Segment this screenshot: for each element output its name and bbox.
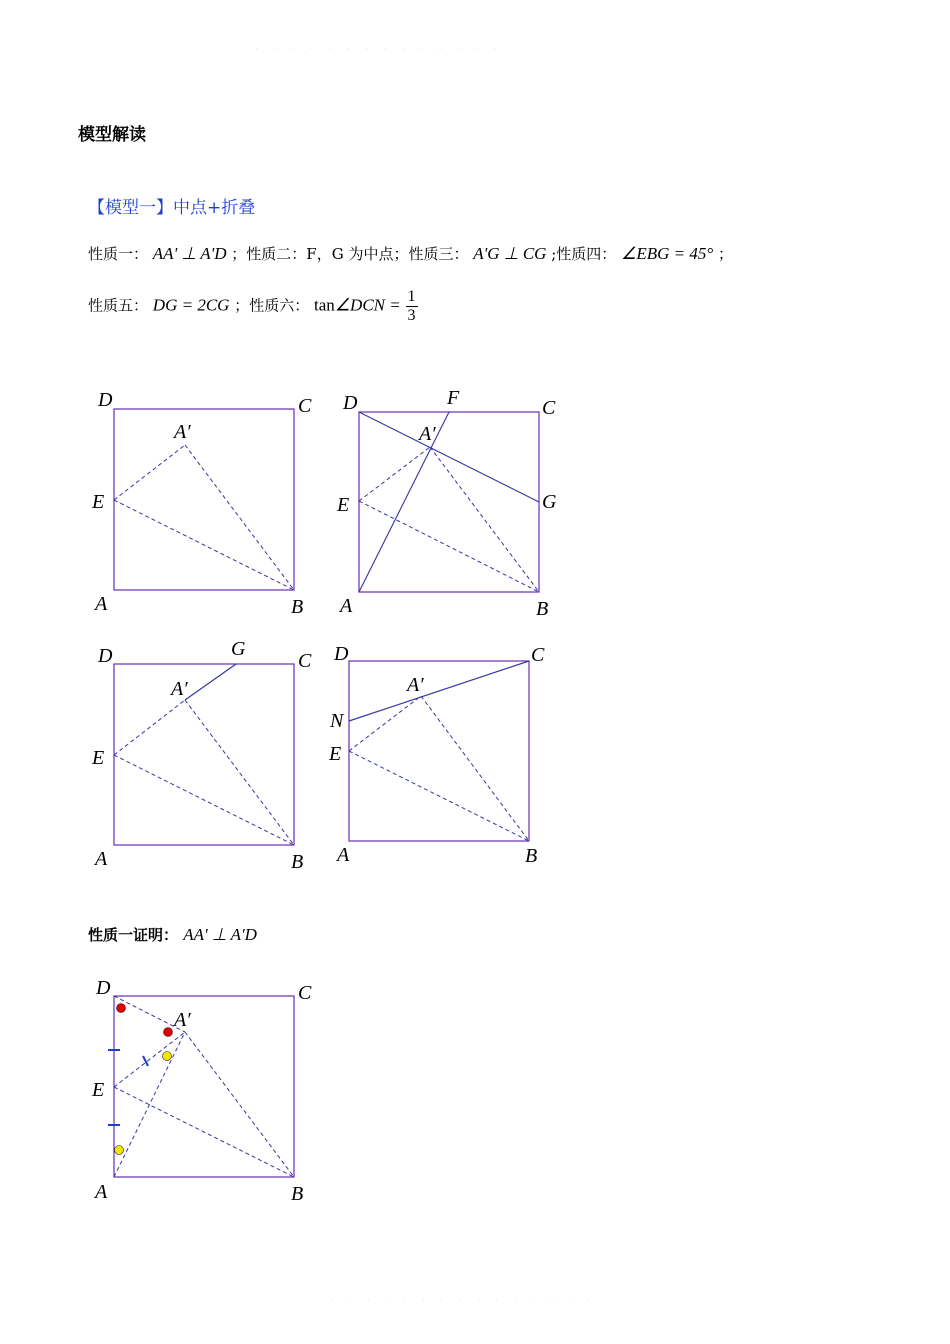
label-c: C	[531, 644, 545, 666]
segment-nc	[349, 661, 529, 721]
properties-line-1	[88, 243, 733, 264]
label-a-prime: A′	[171, 678, 188, 700]
p1-formula: AA' ⊥ A'D	[152, 244, 227, 263]
segment-a-prime-b	[185, 445, 294, 590]
label-d: D	[98, 389, 113, 411]
square-abcd	[359, 412, 539, 592]
p4-label: ;性质四：	[551, 245, 617, 263]
p5-label: 性质五：	[88, 296, 149, 315]
label-d: D	[343, 392, 358, 414]
p6-fraction	[406, 288, 418, 325]
label-a-prime: A′	[407, 674, 424, 696]
segment-ea-prime	[359, 447, 430, 501]
segment-a-prime-b	[430, 447, 539, 592]
segment-ea-prime	[114, 445, 185, 500]
segment-a-prime-b	[421, 696, 529, 841]
label-a: A	[95, 593, 108, 615]
label-n: N	[330, 710, 344, 732]
p3-formula: A'G ⊥ CG	[473, 244, 547, 263]
square-abcd	[349, 661, 529, 841]
proof-formula: AA' ⊥ A'D	[183, 925, 257, 944]
label-d: D	[98, 645, 113, 667]
p4-formula: ∠EBG = 45°	[621, 244, 714, 263]
label-a: A	[340, 595, 353, 617]
label-e: E	[92, 1079, 105, 1101]
label-d: D	[96, 977, 111, 999]
figure-3	[85, 640, 325, 880]
segment-a-prime-b	[185, 700, 294, 845]
label-b: B	[291, 851, 304, 873]
square-abcd	[114, 996, 294, 1177]
label-a-prime: A′	[419, 423, 436, 445]
header-faint-text: · · · · · · · · · · · · · ·	[255, 44, 503, 55]
figure-1	[85, 385, 325, 625]
label-c: C	[542, 397, 556, 419]
p4-end: ；	[717, 245, 733, 263]
label-a-prime: A′	[174, 1009, 191, 1031]
label-c: C	[298, 982, 312, 1004]
model-heading: 【模型一】中点+折叠	[88, 198, 256, 218]
label-b: B	[291, 1183, 304, 1205]
label-a: A	[95, 848, 108, 870]
p1-label: 性质一：	[88, 245, 149, 263]
proof-heading	[88, 924, 257, 945]
segment-eb	[114, 755, 294, 845]
segment-eb	[349, 751, 529, 841]
label-c: C	[298, 395, 312, 417]
figure-4	[325, 640, 565, 880]
label-b: B	[291, 596, 304, 618]
label-f: F	[447, 387, 460, 409]
p6-numerator: 1	[407, 288, 416, 305]
label-a: A	[95, 1181, 108, 1203]
yellow-angle-dot-2	[115, 1146, 124, 1155]
label-g: G	[231, 640, 246, 660]
label-b: B	[525, 845, 538, 867]
red-angle-dot-1	[117, 1004, 126, 1013]
label-b: B	[536, 598, 549, 620]
square-abcd	[114, 409, 294, 590]
red-angle-dot-2	[164, 1028, 173, 1037]
label-d: D	[334, 643, 349, 665]
p6-formula: ∠DCN =	[334, 295, 401, 315]
label-g: G	[542, 491, 557, 513]
label-e: E	[92, 747, 105, 769]
p6-denominator: 3	[407, 307, 416, 324]
label-a-prime: A′	[174, 421, 191, 443]
segment-a-prime-b	[185, 1032, 294, 1177]
figure-2	[330, 385, 580, 630]
figure-5	[85, 972, 325, 1212]
segment-eb	[359, 501, 539, 592]
label-c: C	[298, 650, 312, 672]
segment-ea-prime	[114, 1032, 185, 1087]
segment-aa-prime	[114, 1032, 185, 1177]
segment-eb	[114, 500, 294, 590]
section-title: 模型解读	[78, 125, 146, 145]
square-abcd	[114, 664, 294, 845]
yellow-angle-dot-1	[163, 1052, 172, 1061]
properties-line-2	[88, 288, 418, 325]
segment-a-prime-g	[185, 664, 236, 700]
proof-label: 性质一证明：	[88, 926, 179, 944]
segment-ea-prime	[114, 700, 185, 755]
p5-formula: DG = 2CG	[152, 295, 230, 315]
segment-ea-prime	[349, 696, 421, 751]
label-e: E	[329, 743, 342, 765]
p6-label: ；性质六：	[234, 296, 310, 315]
p2-text: ；性质二：F，G 为中点；性质三：	[231, 245, 469, 263]
segment-eb	[114, 1087, 294, 1177]
p6-tan: tan	[314, 295, 335, 315]
label-e: E	[337, 494, 350, 516]
footer-faint-text: · · · · · · · · · · · · · · ·	[330, 1295, 597, 1306]
label-a: A	[337, 844, 350, 866]
label-e: E	[92, 491, 105, 513]
segment-dg	[359, 412, 539, 502]
